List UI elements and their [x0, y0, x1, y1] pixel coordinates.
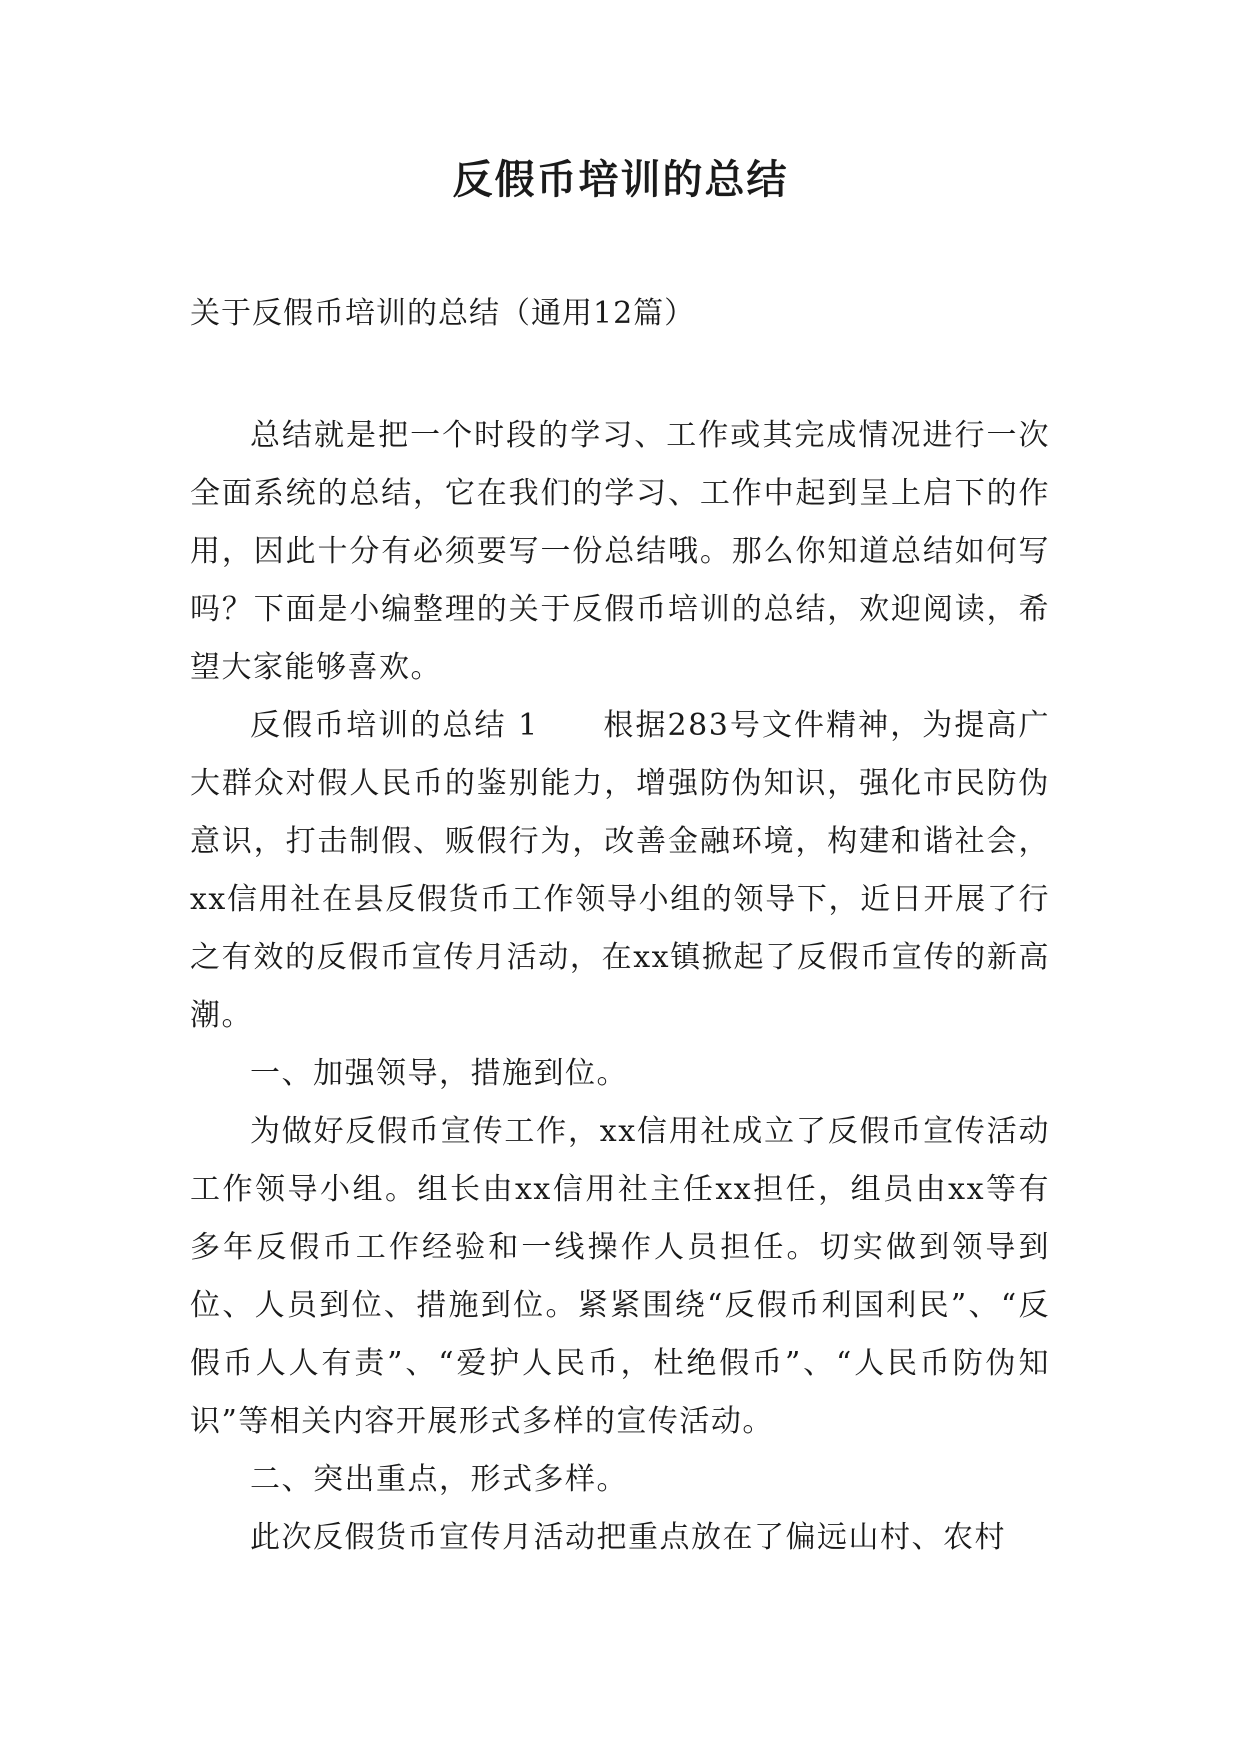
paragraph-intro: 总结就是把一个时段的学习、工作或其完成情况进行一次全面系统的总结，它在我们的学习、工作中起到呈上启下的作用，因此十分有必须要写一份总结哦。那么你知道总结如何写吗？下面是小编整理的关于反假币培训的总结，欢迎阅读，希望大家能够喜欢。: [190, 418, 1050, 685]
paragraph-section-2: 此次反假货币宣传月活动把重点放在了偏远山村、农村: [250, 1520, 1006, 1555]
section-heading-2: 二、突出重点，形式多样。: [250, 1462, 628, 1497]
paragraph-section-1: 为做好反假币宣传工作，xx信用社成立了反假币宣传活动工作领导小组。组长由xx信用社主任xx担任，组员由xx等有多年反假币工作经验和一线操作人员担任。切实做到领导到位、人员到位、措施到位。紧紧围绕“反假币利国利民”、“反假币人人有责”、“爱护人民币，杜绝假币”、“人民币防伪知识”等相关内容开展形式多样的宣传活动。: [190, 1114, 1050, 1439]
document-subtitle: 关于反假币培训的总结（通用12篇）: [190, 296, 696, 331]
section-heading-1: 一、加强领导，措施到位。: [250, 1056, 628, 1091]
paragraph-summary-1: 反假币培训的总结 1 根据283号文件精神，为提高广大群众对假人民币的鉴别能力，增强防伪知识，强化市民防伪意识，打击制假、贩假行为，改善金融环境，构建和谐社会，xx信用社在县反假货币工作领导小组的领导下，近日开展了行之有效的反假币宣传月活动，在xx镇掀起了反假币宣传的新高潮。: [190, 708, 1050, 1033]
document-body: [190, 407, 1050, 1567]
page-title: 反假币培训的总结: [452, 156, 789, 203]
